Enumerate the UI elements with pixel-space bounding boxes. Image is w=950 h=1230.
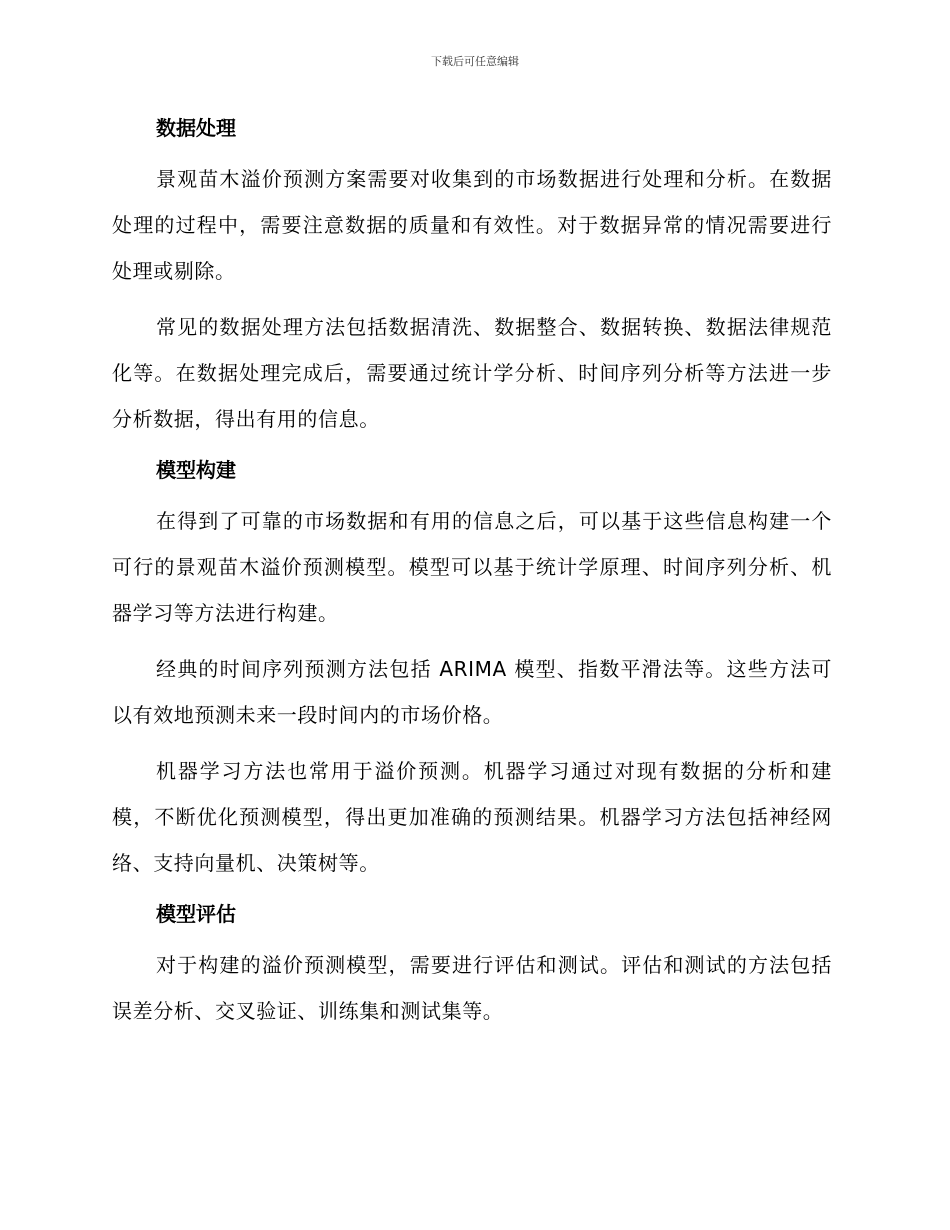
paragraph: 经典的时间序列预测方法包括 ARIMA 模型、指数平滑法等。这些方法可以有效地预测未来一段时间内的市场价格。 [112, 657, 832, 727]
section-data-processing [112, 110, 832, 442]
page-header-note: 下载后可任意编辑 [431, 55, 519, 68]
paragraph: 机器学习方法也常用于溢价预测。机器学习通过对现有数据的分析和建模，不断优化预测模型，得出更加准确的预测结果。机器学习方法包括神经网络、支持向量机、决策树等。 [112, 759, 832, 875]
paragraph: 景观苗木溢价预测方案需要对收集到的市场数据进行处理和分析。在数据处理的过程中，需要注意数据的质量和有效性。对于数据异常的情况需要进行处理或剔除。 [112, 167, 832, 283]
section-heading: 模型评估 [156, 902, 236, 926]
section-model-evaluation [112, 896, 832, 1034]
paragraph: 对于构建的溢价预测模型，需要进行评估和测试。评估和测试的方法包括误差分析、交叉验证、训练集和测试集等。 [112, 953, 832, 1023]
section-model-building [112, 452, 832, 886]
paragraph: 常见的数据处理方法包括数据清洗、数据整合、数据转换、数据法律规范化等。在数据处理完成后，需要通过统计学分析、时间序列分析等方法进一步分析数据，得出有用的信息。 [112, 315, 832, 431]
section-heading: 模型构建 [156, 458, 236, 482]
section-heading: 数据处理 [156, 116, 236, 140]
paragraph: 在得到了可靠的市场数据和有用的信息之后，可以基于这些信息构建一个可行的景观苗木溢价预测模型。模型可以基于统计学原理、时间序列分析、机器学习等方法进行构建。 [112, 509, 832, 625]
document-body [112, 110, 832, 1044]
